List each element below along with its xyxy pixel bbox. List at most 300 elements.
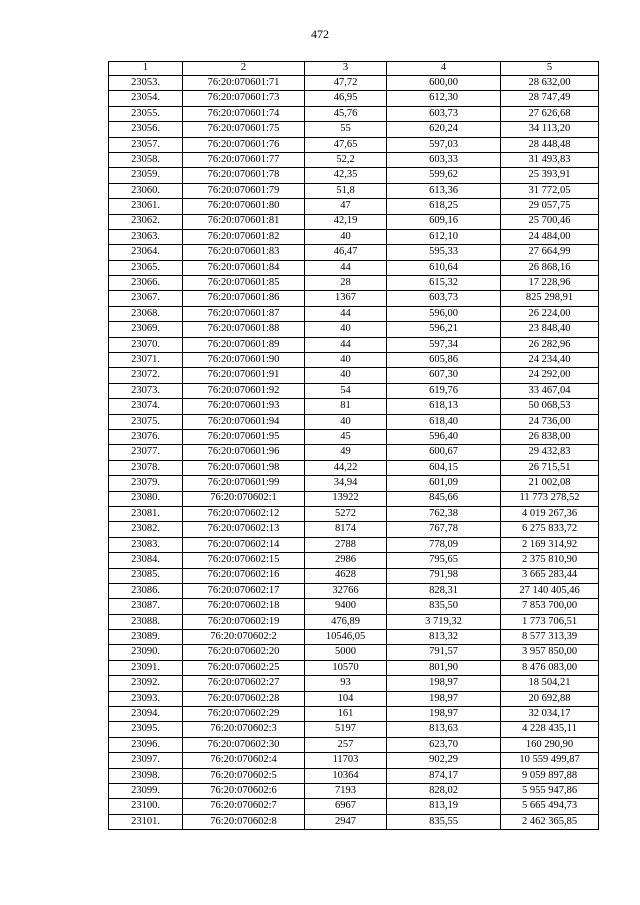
row-number-cell: 23073. <box>109 383 183 398</box>
row-number-cell: 23068. <box>109 306 183 321</box>
cadastral-number-cell: 76:20:070601:73 <box>183 91 305 106</box>
row-number-cell: 23090. <box>109 645 183 660</box>
area-value-cell: 55 <box>305 122 387 137</box>
area-value-cell: 40 <box>305 322 387 337</box>
table-row <box>109 429 599 444</box>
column-header-1: 1 <box>109 62 183 76</box>
table-row <box>109 214 599 229</box>
row-number-cell: 23099. <box>109 783 183 798</box>
cadastral-value-cell: 28 632,00 <box>501 76 599 91</box>
specific-value-cell: 791,57 <box>387 645 501 660</box>
row-number-cell: 23070. <box>109 337 183 352</box>
specific-value-cell: 198,97 <box>387 707 501 722</box>
cadastral-value-cell: 24 736,00 <box>501 414 599 429</box>
specific-value-cell: 813,19 <box>387 799 501 814</box>
cadastral-number-cell: 76:20:070601:71 <box>183 76 305 91</box>
specific-value-cell: 615,32 <box>387 276 501 291</box>
cadastral-number-cell: 76:20:070601:84 <box>183 260 305 275</box>
cadastral-number-cell: 76:20:070601:85 <box>183 276 305 291</box>
table-row <box>109 245 599 260</box>
cadastral-value-cell: 825 298,91 <box>501 291 599 306</box>
table-row <box>109 660 599 675</box>
row-number-cell: 23065. <box>109 260 183 275</box>
specific-value-cell: 828,31 <box>387 583 501 598</box>
specific-value-cell: 596,40 <box>387 429 501 444</box>
table-row <box>109 229 599 244</box>
cadastral-value-cell: 7 853 700,00 <box>501 599 599 614</box>
table-row <box>109 460 599 475</box>
area-value-cell: 9400 <box>305 599 387 614</box>
area-value-cell: 44 <box>305 260 387 275</box>
area-value-cell: 45,76 <box>305 106 387 121</box>
area-value-cell: 46,47 <box>305 245 387 260</box>
row-number-cell: 23063. <box>109 229 183 244</box>
cadastral-number-cell: 76:20:070602:2 <box>183 630 305 645</box>
area-value-cell: 49 <box>305 445 387 460</box>
table-row <box>109 168 599 183</box>
row-number-cell: 23055. <box>109 106 183 121</box>
header-row <box>109 62 599 76</box>
specific-value-cell: 619,76 <box>387 383 501 398</box>
specific-value-cell: 618,25 <box>387 199 501 214</box>
cadastral-value-cell: 25 393,91 <box>501 168 599 183</box>
cadastral-value-cell: 3 957 850,00 <box>501 645 599 660</box>
table-row <box>109 476 599 491</box>
table-row <box>109 337 599 352</box>
table-row <box>109 614 599 629</box>
table-row <box>109 368 599 383</box>
area-value-cell: 40 <box>305 414 387 429</box>
table-row <box>109 106 599 121</box>
area-value-cell: 104 <box>305 691 387 706</box>
table-row <box>109 122 599 137</box>
specific-value-cell: 610,64 <box>387 260 501 275</box>
table-row <box>109 152 599 167</box>
cadastral-value-cell: 27 664,99 <box>501 245 599 260</box>
specific-value-cell: 607,30 <box>387 368 501 383</box>
cadastral-number-cell: 76:20:070602:29 <box>183 707 305 722</box>
area-value-cell: 52,2 <box>305 152 387 167</box>
row-number-cell: 23057. <box>109 137 183 152</box>
cadastral-value-cell: 26 282,96 <box>501 337 599 352</box>
cadastral-value-cell: 29 432,83 <box>501 445 599 460</box>
table-row <box>109 768 599 783</box>
cadastral-number-cell: 76:20:070602:5 <box>183 768 305 783</box>
table-row <box>109 568 599 583</box>
cadastral-number-cell: 76:20:070601:95 <box>183 429 305 444</box>
cadastral-number-cell: 76:20:070602:19 <box>183 614 305 629</box>
area-value-cell: 11703 <box>305 753 387 768</box>
row-number-cell: 23053. <box>109 76 183 91</box>
row-number-cell: 23088. <box>109 614 183 629</box>
cadastral-number-cell: 76:20:070601:77 <box>183 152 305 167</box>
cadastral-value-cell: 33 467,04 <box>501 383 599 398</box>
cadastral-number-cell: 76:20:070601:80 <box>183 199 305 214</box>
cadastral-number-cell: 76:20:070602:14 <box>183 537 305 552</box>
cadastral-value-cell: 9 059 897,88 <box>501 768 599 783</box>
cadastral-number-cell: 76:20:070602:7 <box>183 799 305 814</box>
specific-value-cell: 198,97 <box>387 691 501 706</box>
specific-value-cell: 835,50 <box>387 599 501 614</box>
cadastral-value-cell: 2 462 365,85 <box>501 814 599 829</box>
area-value-cell: 93 <box>305 676 387 691</box>
area-value-cell: 81 <box>305 399 387 414</box>
cadastral-value-cell: 1 773 706,51 <box>501 614 599 629</box>
cadastral-value-cell: 27 140 405,46 <box>501 583 599 598</box>
area-value-cell: 5000 <box>305 645 387 660</box>
cadastral-value-cell: 29 057,75 <box>501 199 599 214</box>
specific-value-cell: 603,33 <box>387 152 501 167</box>
specific-value-cell: 618,40 <box>387 414 501 429</box>
row-number-cell: 23076. <box>109 429 183 444</box>
cadastral-value-cell: 10 559 499,87 <box>501 753 599 768</box>
row-number-cell: 23062. <box>109 214 183 229</box>
cadastral-value-cell: 24 292,00 <box>501 368 599 383</box>
specific-value-cell: 813,63 <box>387 722 501 737</box>
specific-value-cell: 609,16 <box>387 214 501 229</box>
specific-value-cell: 612,30 <box>387 91 501 106</box>
specific-value-cell: 767,78 <box>387 522 501 537</box>
table-row <box>109 399 599 414</box>
cadastral-value-cell: 32 034,17 <box>501 707 599 722</box>
table-row <box>109 414 599 429</box>
table-row <box>109 276 599 291</box>
area-value-cell: 2947 <box>305 814 387 829</box>
cadastral-number-cell: 76:20:070601:78 <box>183 168 305 183</box>
row-number-cell: 23058. <box>109 152 183 167</box>
row-number-cell: 23061. <box>109 199 183 214</box>
specific-value-cell: 762,38 <box>387 506 501 521</box>
cadastral-value-cell: 17 228,96 <box>501 276 599 291</box>
row-number-cell: 23100. <box>109 799 183 814</box>
specific-value-cell: 845,66 <box>387 491 501 506</box>
row-number-cell: 23059. <box>109 168 183 183</box>
area-value-cell: 2986 <box>305 553 387 568</box>
specific-value-cell: 613,36 <box>387 183 501 198</box>
cadastral-value-cell: 25 700,46 <box>501 214 599 229</box>
specific-value-cell: 620,24 <box>387 122 501 137</box>
area-value-cell: 40 <box>305 368 387 383</box>
row-number-cell: 23101. <box>109 814 183 829</box>
row-number-cell: 23079. <box>109 476 183 491</box>
cadastral-number-cell: 76:20:070602:17 <box>183 583 305 598</box>
area-value-cell: 42,19 <box>305 214 387 229</box>
table-row <box>109 676 599 691</box>
table-row <box>109 306 599 321</box>
cadastral-number-cell: 76:20:070602:16 <box>183 568 305 583</box>
table-row <box>109 753 599 768</box>
table-row <box>109 183 599 198</box>
row-number-cell: 23087. <box>109 599 183 614</box>
table-row <box>109 707 599 722</box>
row-number-cell: 23095. <box>109 722 183 737</box>
area-value-cell: 257 <box>305 737 387 752</box>
cadastral-value-cell: 21 002,08 <box>501 476 599 491</box>
area-value-cell: 6967 <box>305 799 387 814</box>
cadastral-number-cell: 76:20:070601:98 <box>183 460 305 475</box>
area-value-cell: 46,95 <box>305 91 387 106</box>
cadastral-number-cell: 76:20:070602:27 <box>183 676 305 691</box>
area-value-cell: 28 <box>305 276 387 291</box>
cadastral-number-cell: 76:20:070602:8 <box>183 814 305 829</box>
cadastral-value-cell: 2 169 314,92 <box>501 537 599 552</box>
specific-value-cell: 604,15 <box>387 460 501 475</box>
specific-value-cell: 601,09 <box>387 476 501 491</box>
cadastral-number-cell: 76:20:070601:86 <box>183 291 305 306</box>
cadastral-value-cell: 24 234,40 <box>501 353 599 368</box>
table-row <box>109 353 599 368</box>
cadastral-number-cell: 76:20:070601:92 <box>183 383 305 398</box>
area-value-cell: 44,22 <box>305 460 387 475</box>
row-number-cell: 23072. <box>109 368 183 383</box>
specific-value-cell: 596,21 <box>387 322 501 337</box>
row-number-cell: 23092. <box>109 676 183 691</box>
cadastral-value-cell: 3 665 283,44 <box>501 568 599 583</box>
cadastral-value-cell: 2 375 810,90 <box>501 553 599 568</box>
cadastral-value-cell: 26 715,51 <box>501 460 599 475</box>
cadastral-value-cell: 5 955 947,86 <box>501 783 599 798</box>
cadastral-number-cell: 76:20:070601:82 <box>183 229 305 244</box>
cadastral-number-cell: 76:20:070602:30 <box>183 737 305 752</box>
table-row <box>109 522 599 537</box>
column-header-4: 4 <box>387 62 501 76</box>
table-row <box>109 537 599 552</box>
column-header-5: 5 <box>501 62 599 76</box>
area-value-cell: 40 <box>305 229 387 244</box>
cadastral-number-cell: 76:20:070601:75 <box>183 122 305 137</box>
cadastral-number-cell: 76:20:070601:89 <box>183 337 305 352</box>
row-number-cell: 23082. <box>109 522 183 537</box>
area-value-cell: 5197 <box>305 722 387 737</box>
row-number-cell: 23089. <box>109 630 183 645</box>
cadastral-value-cell: 11 773 278,52 <box>501 491 599 506</box>
cadastral-number-cell: 76:20:070602:28 <box>183 691 305 706</box>
cadastral-value-cell: 6 275 833,72 <box>501 522 599 537</box>
row-number-cell: 23077. <box>109 445 183 460</box>
row-number-cell: 23098. <box>109 768 183 783</box>
specific-value-cell: 778,09 <box>387 537 501 552</box>
table-row <box>109 814 599 829</box>
specific-value-cell: 198,97 <box>387 676 501 691</box>
cadastral-number-cell: 76:20:070601:93 <box>183 399 305 414</box>
specific-value-cell: 813,32 <box>387 630 501 645</box>
specific-value-cell: 596,00 <box>387 306 501 321</box>
cadastral-number-cell: 76:20:070601:83 <box>183 245 305 260</box>
cadastral-value-cell: 160 290,90 <box>501 737 599 752</box>
cadastral-number-cell: 76:20:070601:87 <box>183 306 305 321</box>
area-value-cell: 1367 <box>305 291 387 306</box>
cadastral-value-cell: 23 848,40 <box>501 322 599 337</box>
table-row <box>109 737 599 752</box>
cadastral-value-cell: 34 113,20 <box>501 122 599 137</box>
row-number-cell: 23060. <box>109 183 183 198</box>
row-number-cell: 23083. <box>109 537 183 552</box>
specific-value-cell: 600,67 <box>387 445 501 460</box>
cadastral-number-cell: 76:20:070602:6 <box>183 783 305 798</box>
cadastral-number-cell: 76:20:070601:90 <box>183 353 305 368</box>
table-row <box>109 691 599 706</box>
row-number-cell: 23084. <box>109 553 183 568</box>
cadastral-number-cell: 76:20:070602:13 <box>183 522 305 537</box>
cadastral-value-cell: 4 228 435,11 <box>501 722 599 737</box>
table-row <box>109 506 599 521</box>
cadastral-value-table <box>108 61 599 830</box>
table-row <box>109 260 599 275</box>
table-row <box>109 599 599 614</box>
cadastral-value-cell: 26 224,00 <box>501 306 599 321</box>
specific-value-cell: 600,00 <box>387 76 501 91</box>
cadastral-number-cell: 76:20:070601:74 <box>183 106 305 121</box>
cadastral-value-cell: 28 747,49 <box>501 91 599 106</box>
cadastral-number-cell: 76:20:070602:15 <box>183 553 305 568</box>
cadastral-number-cell: 76:20:070602:25 <box>183 660 305 675</box>
area-value-cell: 51,8 <box>305 183 387 198</box>
row-number-cell: 23080. <box>109 491 183 506</box>
area-value-cell: 10546,05 <box>305 630 387 645</box>
page-number: 472 <box>311 27 329 41</box>
specific-value-cell: 828,02 <box>387 783 501 798</box>
cadastral-number-cell: 76:20:070601:96 <box>183 445 305 460</box>
specific-value-cell: 603,73 <box>387 106 501 121</box>
row-number-cell: 23069. <box>109 322 183 337</box>
cadastral-value-cell: 26 838,00 <box>501 429 599 444</box>
table-row <box>109 291 599 306</box>
row-number-cell: 23078. <box>109 460 183 475</box>
specific-value-cell: 603,73 <box>387 291 501 306</box>
cadastral-value-cell: 31 493,83 <box>501 152 599 167</box>
specific-value-cell: 599,62 <box>387 168 501 183</box>
cadastral-value-cell: 20 692,88 <box>501 691 599 706</box>
cadastral-number-cell: 76:20:070601:81 <box>183 214 305 229</box>
specific-value-cell: 595,33 <box>387 245 501 260</box>
cadastral-value-cell: 8 577 313,39 <box>501 630 599 645</box>
area-value-cell: 40 <box>305 353 387 368</box>
table-row <box>109 645 599 660</box>
table-row <box>109 76 599 91</box>
specific-value-cell: 612,10 <box>387 229 501 244</box>
row-number-cell: 23091. <box>109 660 183 675</box>
cadastral-value-cell: 5 665 494,73 <box>501 799 599 814</box>
area-value-cell: 4628 <box>305 568 387 583</box>
specific-value-cell: 791,98 <box>387 568 501 583</box>
row-number-cell: 23081. <box>109 506 183 521</box>
row-number-cell: 23094. <box>109 707 183 722</box>
cadastral-number-cell: 76:20:070602:3 <box>183 722 305 737</box>
row-number-cell: 23086. <box>109 583 183 598</box>
cadastral-number-cell: 76:20:070601:79 <box>183 183 305 198</box>
table-row <box>109 583 599 598</box>
table-row <box>109 630 599 645</box>
specific-value-cell: 835,55 <box>387 814 501 829</box>
table-row <box>109 799 599 814</box>
row-number-cell: 23085. <box>109 568 183 583</box>
table-row <box>109 137 599 152</box>
column-header-2: 2 <box>183 62 305 76</box>
area-value-cell: 34,94 <box>305 476 387 491</box>
cadastral-value-cell: 8 476 083,00 <box>501 660 599 675</box>
row-number-cell: 23071. <box>109 353 183 368</box>
area-value-cell: 54 <box>305 383 387 398</box>
cadastral-number-cell: 76:20:070602:1 <box>183 491 305 506</box>
cadastral-value-cell: 4 019 267,36 <box>501 506 599 521</box>
cadastral-value-cell: 27 626,68 <box>501 106 599 121</box>
specific-value-cell: 605,86 <box>387 353 501 368</box>
table-row <box>109 445 599 460</box>
specific-value-cell: 597,34 <box>387 337 501 352</box>
cadastral-value-cell: 50 068,53 <box>501 399 599 414</box>
specific-value-cell: 623,70 <box>387 737 501 752</box>
specific-value-cell: 874,17 <box>387 768 501 783</box>
area-value-cell: 2788 <box>305 537 387 552</box>
row-number-cell: 23097. <box>109 753 183 768</box>
cadastral-number-cell: 76:20:070601:88 <box>183 322 305 337</box>
row-number-cell: 23056. <box>109 122 183 137</box>
cadastral-value-cell: 26 868,16 <box>501 260 599 275</box>
cadastral-value-cell: 28 448,48 <box>501 137 599 152</box>
area-value-cell: 47,72 <box>305 76 387 91</box>
row-number-cell: 23075. <box>109 414 183 429</box>
cadastral-number-cell: 76:20:070602:18 <box>183 599 305 614</box>
specific-value-cell: 618,13 <box>387 399 501 414</box>
area-value-cell: 13922 <box>305 491 387 506</box>
cadastral-value-cell: 18 504,21 <box>501 676 599 691</box>
specific-value-cell: 795,65 <box>387 553 501 568</box>
column-header-3: 3 <box>305 62 387 76</box>
row-number-cell: 23064. <box>109 245 183 260</box>
area-value-cell: 7193 <box>305 783 387 798</box>
area-value-cell: 161 <box>305 707 387 722</box>
table-row <box>109 491 599 506</box>
area-value-cell: 476,89 <box>305 614 387 629</box>
cadastral-number-cell: 76:20:070602:4 <box>183 753 305 768</box>
row-number-cell: 23067. <box>109 291 183 306</box>
cadastral-number-cell: 76:20:070601:91 <box>183 368 305 383</box>
area-value-cell: 44 <box>305 337 387 352</box>
cadastral-number-cell: 76:20:070602:20 <box>183 645 305 660</box>
table-row <box>109 91 599 106</box>
row-number-cell: 23054. <box>109 91 183 106</box>
table-row <box>109 383 599 398</box>
area-value-cell: 5272 <box>305 506 387 521</box>
area-value-cell: 47,65 <box>305 137 387 152</box>
row-number-cell: 23096. <box>109 737 183 752</box>
area-value-cell: 10570 <box>305 660 387 675</box>
area-value-cell: 42,35 <box>305 168 387 183</box>
cadastral-number-cell: 76:20:070601:99 <box>183 476 305 491</box>
row-number-cell: 23093. <box>109 691 183 706</box>
specific-value-cell: 801,90 <box>387 660 501 675</box>
table-row <box>109 722 599 737</box>
row-number-cell: 23074. <box>109 399 183 414</box>
table-row <box>109 199 599 214</box>
area-value-cell: 10364 <box>305 768 387 783</box>
cadastral-number-cell: 76:20:070601:94 <box>183 414 305 429</box>
area-value-cell: 47 <box>305 199 387 214</box>
table-row <box>109 553 599 568</box>
cadastral-value-cell: 24 484,00 <box>501 229 599 244</box>
area-value-cell: 44 <box>305 306 387 321</box>
cadastral-value-cell: 31 772,05 <box>501 183 599 198</box>
area-value-cell: 32766 <box>305 583 387 598</box>
specific-value-cell: 597,03 <box>387 137 501 152</box>
specific-value-cell: 3 719,32 <box>387 614 501 629</box>
cadastral-number-cell: 76:20:070601:76 <box>183 137 305 152</box>
table-row <box>109 783 599 798</box>
table-body <box>109 76 599 830</box>
row-number-cell: 23066. <box>109 276 183 291</box>
cadastral-number-cell: 76:20:070602:12 <box>183 506 305 521</box>
area-value-cell: 8174 <box>305 522 387 537</box>
